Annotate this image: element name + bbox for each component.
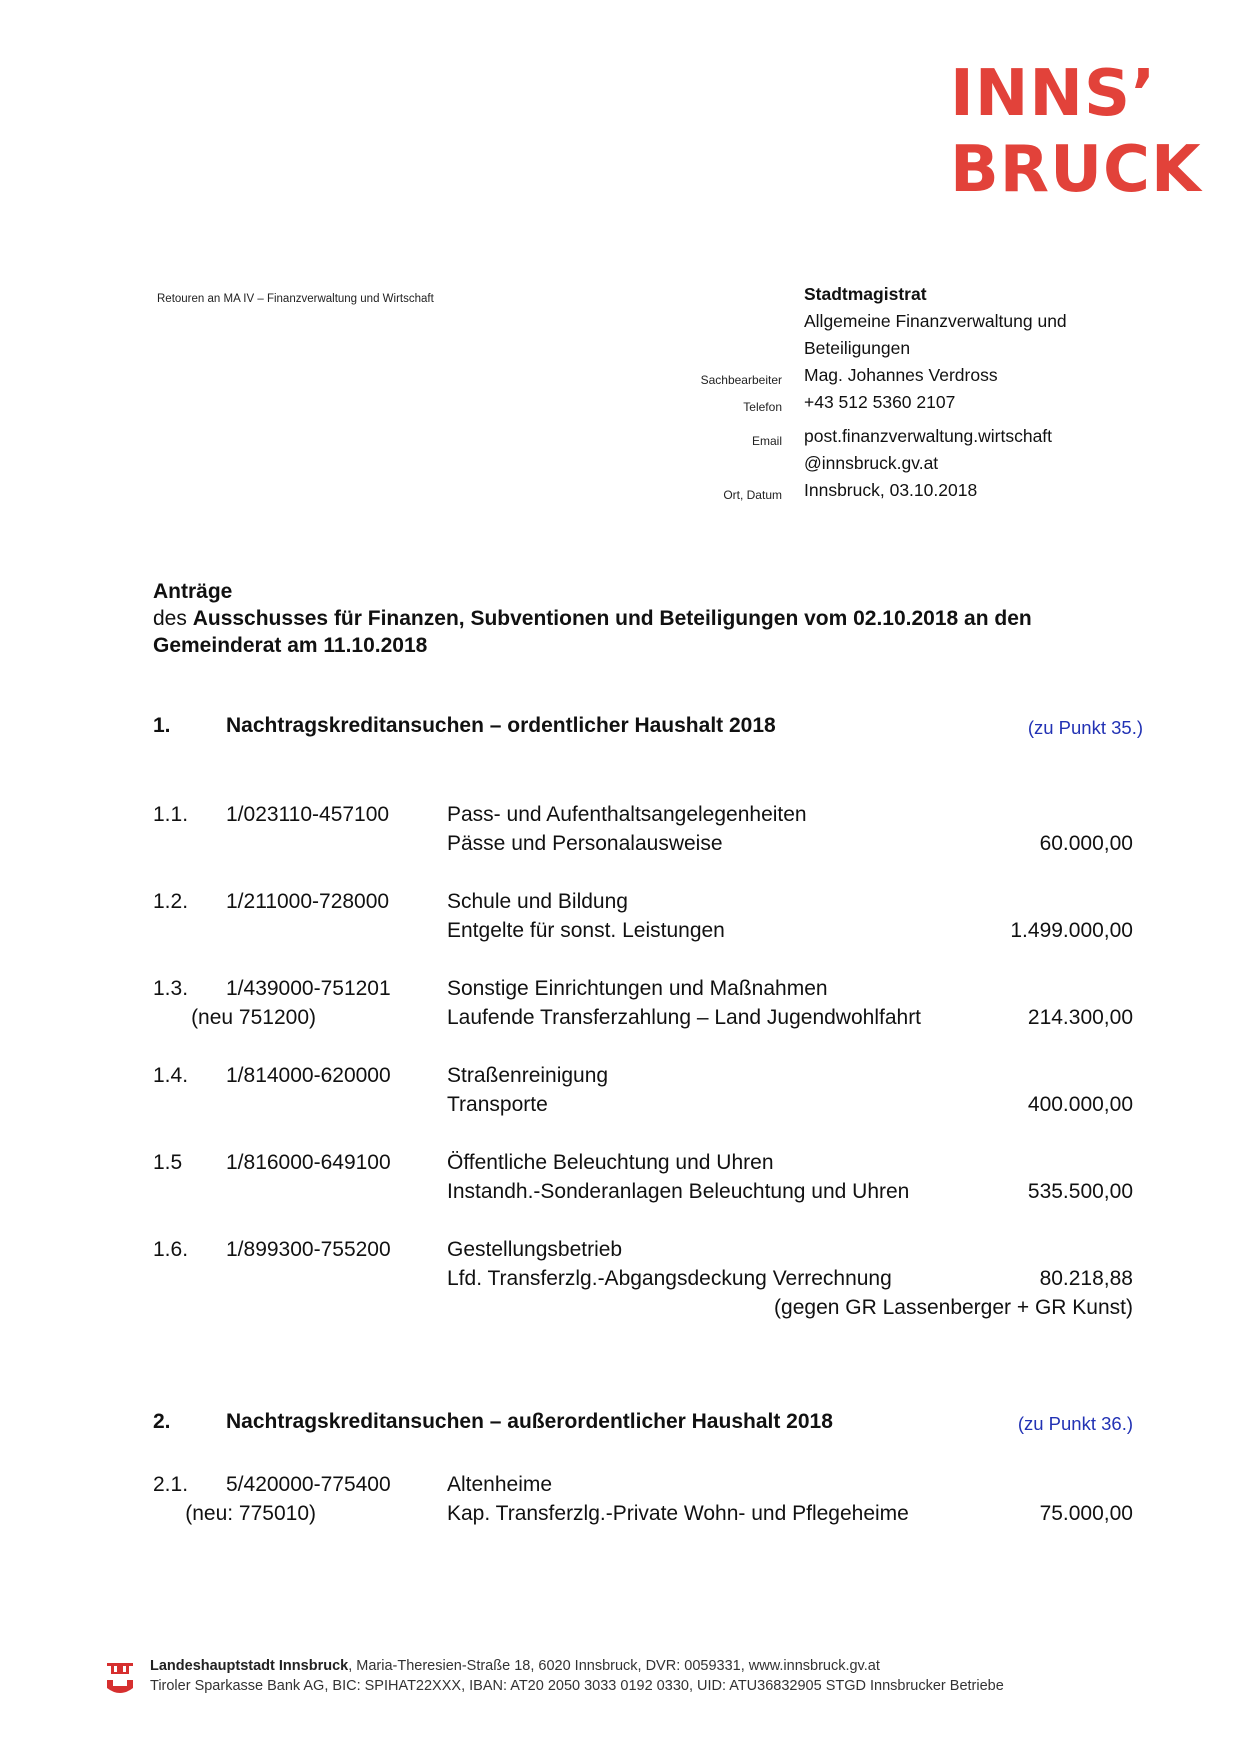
entry-number: 1.4. <box>153 1064 189 1087</box>
title-line-1: Anträge <box>153 580 233 603</box>
account-note: (neu 751200) <box>191 1006 316 1029</box>
entry-subtitle: Pässe und Personalausweise <box>447 832 723 855</box>
phone-number: +43 512 5360 2107 <box>804 392 956 412</box>
sender-org: Stadtmagistrat <box>804 284 927 304</box>
entry-title: Öffentliche Beleuchtung und Uhren <box>447 1151 774 1174</box>
entry-title: Straßenreinigung <box>447 1064 609 1087</box>
entry-amount: 1.499.000,00 <box>1010 919 1133 942</box>
entry-amount: 214.300,00 <box>1027 1006 1133 1029</box>
account-number: 1/899300-755200 <box>226 1238 391 1261</box>
footer-city: Landeshauptstadt Innsbruck <box>150 1658 349 1674</box>
entry-number: 1.3. <box>153 977 189 1000</box>
entry-number: 1.1. <box>153 803 189 826</box>
title-committee: Ausschusses für Finanzen, Subventionen und Beteiligungen vom 02.10.2018 an den Gemeinderat am 11.10.2018 <box>153 607 1032 657</box>
entry-number: 2.1. <box>153 1473 189 1496</box>
section-number: 2. <box>153 1410 171 1433</box>
entry-subtitle: Kap. Transferzlg.-Private Wohn- und Pflegeheime <box>447 1502 909 1525</box>
entry-subtitle: Entgelte für sonst. Leistungen <box>447 919 725 942</box>
account-note: (neu: 775010) <box>185 1502 316 1525</box>
entry-amount: 75.000,00 <box>1039 1502 1133 1525</box>
footer-bank-line: Tiroler Sparkasse Bank AG, BIC: SPIHAT22XXX, IBAN: AT20 2050 3033 0192 0330, UID: ATU36832905 STGD Innsbrucker Betriebe <box>150 1678 1004 1694</box>
entry-subtitle: Lfd. Transferzlg.-Abgangsdeckung Verrechnung <box>447 1267 892 1290</box>
entry-number: 1.6. <box>153 1238 189 1261</box>
account-number: 1/023110-457100 <box>226 803 390 826</box>
account-number: 5/420000-775400 <box>226 1473 391 1496</box>
date-label: Ort, Datum <box>723 488 782 502</box>
agenda-reference: (zu Punkt 35.) <box>1027 717 1143 738</box>
section-heading <box>153 1410 1143 1440</box>
account-number: 1/814000-620000 <box>226 1064 391 1087</box>
logo-line-2: BRUCK <box>950 133 1202 207</box>
account-number: 1/211000-728000 <box>226 890 390 913</box>
document-title <box>153 578 1153 659</box>
section-number: 1. <box>153 714 171 737</box>
city-logo <box>950 56 1202 208</box>
entry-title: Sonstige Einrichtungen und Maßnahmen <box>447 977 828 1000</box>
entry-title: Altenheime <box>447 1473 553 1496</box>
sender-dept-line-1: Allgemeine Finanzverwaltung und <box>804 311 1067 331</box>
email-line-1: post.finanzverwaltung.wirtschaft <box>804 426 1053 446</box>
sender-block <box>600 284 1160 507</box>
email-label: Email <box>751 434 782 448</box>
sender-dept-line-2: Beteiligungen <box>804 338 911 358</box>
title-prefix: des <box>153 607 193 630</box>
entry-title: Pass- und Aufenthaltsangelegenheiten <box>447 803 807 826</box>
account-number: 1/816000-649100 <box>226 1151 391 1174</box>
entry-subtitle: Transporte <box>447 1093 548 1116</box>
date-value: Innsbruck, 03.10.2018 <box>804 480 978 500</box>
section-title: Nachtragskreditansuchen – außerordentlicher Haushalt 2018 <box>226 1410 833 1433</box>
entry-title: Schule und Bildung <box>447 890 628 913</box>
agenda-reference: (zu Punkt 36.) <box>1017 1413 1133 1434</box>
account-number: 1/439000-751201 <box>226 977 391 1000</box>
entry-subtitle: Laufende Transferzahlung – Land Jugendwohlfahrt <box>447 1006 922 1029</box>
phone-label: Telefon <box>743 400 782 414</box>
footer-address-line <box>150 1658 880 1674</box>
entry-note: (gegen GR Lassenberger + GR Kunst) <box>774 1296 1133 1319</box>
clerk-name: Mag. Johannes Verdross <box>804 365 998 385</box>
entry-amount: 400.000,00 <box>1027 1093 1133 1116</box>
entry-subtitle: Instandh.-Sonderanlagen Beleuchtung und Uhren <box>447 1180 910 1203</box>
section-heading <box>153 714 1143 744</box>
clerk-label: Sachbearbeiter <box>700 373 782 387</box>
entry-amount: 60.000,00 <box>1039 832 1133 855</box>
entry-amount: 535.500,00 <box>1027 1180 1133 1203</box>
email-line-2: @innsbruck.gv.at <box>804 453 939 473</box>
return-address: Retouren an MA IV – Finanzverwaltung und Wirtschaft <box>157 293 434 305</box>
entry-title: Gestellungsbetrieb <box>447 1238 623 1261</box>
footer-address: , Maria-Theresien-Straße 18, 6020 Innsbruck, DVR: 0059331, www.innsbruck.gv.at <box>348 1658 880 1674</box>
section-title: Nachtragskreditansuchen – ordentlicher Haushalt 2018 <box>226 714 776 737</box>
entry-number: 1.5 <box>153 1151 183 1174</box>
logo-line-1: INNS’ <box>950 57 1157 131</box>
entry-amount: 80.218,88 <box>1039 1267 1133 1290</box>
city-crest-icon <box>105 1660 135 1696</box>
entry-number: 1.2. <box>153 890 189 913</box>
